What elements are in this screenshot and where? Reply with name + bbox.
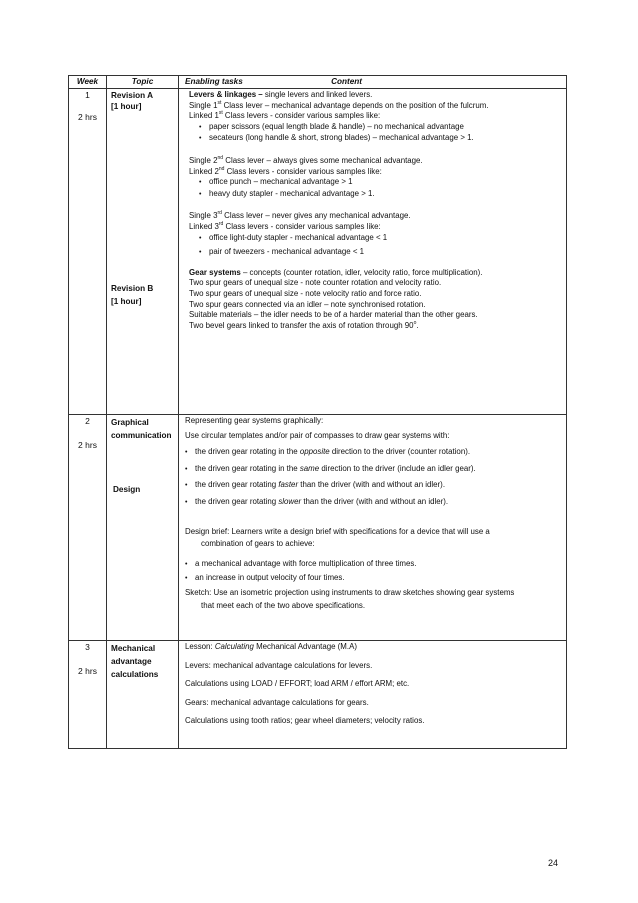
text-span: Two bevel gears linked to transfer the axis of rotation through 90 [189, 320, 414, 330]
text-span: the driven gear rotating [195, 480, 279, 490]
content-cell [179, 641, 567, 749]
header-week: Week [69, 76, 107, 89]
text-span: faster [278, 480, 299, 490]
lesson-plan-table [68, 75, 567, 749]
bullet-item [185, 464, 562, 476]
content-line [185, 321, 562, 332]
bullet-item [185, 497, 562, 509]
superscript: nd [218, 165, 225, 172]
topic-mechanical-advantage: Mechanical advantage calculations [111, 644, 159, 679]
text-span: the driven gear rotating in the [195, 463, 300, 473]
superscript: rd [217, 210, 222, 217]
text-span: Class levers - consider various samples like: [222, 111, 381, 121]
week-hours: 2 hrs [78, 440, 97, 450]
week-number: 3 [85, 642, 90, 652]
text-span: Linked 3 [189, 221, 219, 231]
text-span: Single 3 [189, 211, 218, 221]
bullet-item: • office light-duty stapler - mechanical advantage < 1 [185, 233, 562, 245]
content-line [185, 222, 562, 233]
content-line: Gears: mechanical advantage calculations for gears. [185, 697, 369, 707]
table-row [69, 641, 567, 749]
superscript: rd [218, 220, 224, 227]
text-span: Linked 2 [189, 166, 219, 176]
topic-design: Design [113, 485, 141, 494]
text-span: Lesson: [185, 642, 215, 651]
bullet-item [185, 447, 562, 459]
gear-systems-heading: Gear systems [189, 267, 241, 277]
superscript: st [218, 110, 223, 117]
bullet-item: • a mechanical advantage with force multiplication of three times. [185, 559, 562, 571]
content-cell [179, 415, 567, 641]
content-line: Levers: mechanical advantage calculations for levers. [185, 660, 373, 670]
superscript: st [217, 99, 222, 106]
bullet-item: • an increase in output velocity of four times. [185, 573, 562, 585]
content-line [185, 211, 562, 222]
content-line: Representing gear systems graphically: [185, 416, 324, 425]
content-line: Use circular templates and/or pair of compasses to draw gear systems with: [185, 430, 450, 440]
bullet-item: • heavy duty stapler - mechanical advantage > 1. [185, 189, 562, 201]
header-enabling-tasks: Enabling tasks [185, 77, 243, 86]
text-span: than the driver (with and without an idler). [301, 496, 449, 506]
topic-revision-a-hour: [1 hour] [111, 102, 142, 111]
text-span: – concepts (counter rotation, idler, velocity ratio, force multiplication). [240, 267, 483, 277]
superscript: nd [217, 154, 224, 161]
content-line: Two spur gears of unequal size - note velocity ratio and force ratio. [189, 288, 422, 298]
text-span: the driven gear rotating in the [195, 447, 300, 457]
week-cell [69, 641, 107, 749]
sketch-line: Sketch: Use an isometric projection using instruments to draw sketches showing gear systems [185, 587, 515, 597]
text-span: the driven gear rotating [195, 496, 279, 506]
levers-intro: single levers and linked levers. [262, 90, 373, 99]
text-span: direction to the driver (include an idler gear). [319, 463, 476, 473]
topic-cell [107, 415, 179, 641]
bullet-item: • paper scissors (equal length blade & handle) – no mechanical advantage [185, 122, 562, 134]
topic-revision-a: Revision A [111, 91, 154, 100]
content-line [185, 167, 562, 178]
content-line: Two spur gears of unequal size - note counter rotation and velocity ratio. [189, 278, 442, 288]
week-cell [69, 89, 107, 415]
sketch-line: that meet each of the two above specifications. [201, 600, 366, 610]
content-cell [179, 89, 567, 415]
text-span: Calculating [214, 642, 254, 651]
week-number: 1 [85, 90, 90, 100]
text-span: slower [278, 496, 302, 506]
text-span: Single 2 [189, 155, 218, 165]
content-line [185, 156, 562, 167]
gear-systems-line [185, 268, 562, 279]
text-span: . [416, 320, 419, 330]
superscript: o [413, 319, 417, 326]
content-line [185, 111, 562, 122]
text-span: same [299, 463, 320, 473]
text-span: direction to the driver (counter rotation). [329, 447, 471, 457]
topic-revision-b: Revision B [111, 284, 154, 293]
topic-cell [107, 89, 179, 415]
bullet-item: • secateurs (long handle & short, strong blades) – mechanical advantage > 1. [185, 133, 562, 145]
table-row [69, 89, 567, 415]
lesson-line [185, 642, 562, 653]
text-span: Class lever – never gives any mechanical advantage. [221, 211, 411, 221]
week-number: 2 [85, 416, 90, 426]
content-line: Two spur gears connected via an idler – note synchronised rotation. [189, 299, 426, 309]
table-row [69, 415, 567, 641]
topic-revision-b-hour: [1 hour] [111, 297, 142, 306]
header-content [179, 76, 567, 89]
week-cell [69, 415, 107, 641]
content-line: Calculations using tooth ratios; gear wheel diameters; velocity ratios. [185, 716, 425, 726]
text-span: Mechanical Advantage (M.A) [253, 642, 357, 651]
levers-heading: Levers & linkages – [189, 90, 263, 99]
text-span: Class levers - consider various samples like: [223, 221, 381, 231]
bullet-item: • office punch – mechanical advantage > 1 [185, 177, 562, 189]
page-number: 24 [548, 858, 559, 868]
content-line: Suitable materials – the idler needs to be of a harder material than the other gears. [189, 310, 478, 320]
text-span: opposite [299, 447, 330, 457]
week-hours: 2 hrs [78, 666, 97, 676]
text-span: than the driver (with and without an idler). [298, 480, 446, 490]
content-line [185, 101, 562, 112]
text-span: Linked 1 [189, 111, 219, 121]
text-span: Single 1 [189, 100, 218, 110]
week-hours: 2 hrs [78, 112, 97, 122]
topic-graphical-communication: Graphical communication [111, 418, 172, 440]
text-span: Class levers - consider various samples like: [224, 166, 382, 176]
table-header-row [69, 76, 567, 89]
bullet-item: • pair of tweezers - mechanical advantage < 1 [185, 247, 562, 259]
design-brief-line: combination of gears to achieve: [201, 539, 315, 549]
header-content-label: Content [331, 77, 363, 86]
content-line: Calculations using LOAD / EFFORT; load ARM / effort ARM; etc. [185, 679, 410, 689]
text-span: Class lever – mechanical advantage depends on the position of the fulcrum. [221, 100, 489, 110]
design-brief-line: Design brief: Learners write a design brief with specifications for a device that will use a [185, 526, 490, 536]
bullet-item [185, 480, 562, 492]
topic-cell [107, 641, 179, 749]
levers-line [185, 90, 562, 101]
header-topic: Topic [107, 76, 179, 89]
text-span: Class lever – always gives some mechanical advantage. [223, 155, 423, 165]
